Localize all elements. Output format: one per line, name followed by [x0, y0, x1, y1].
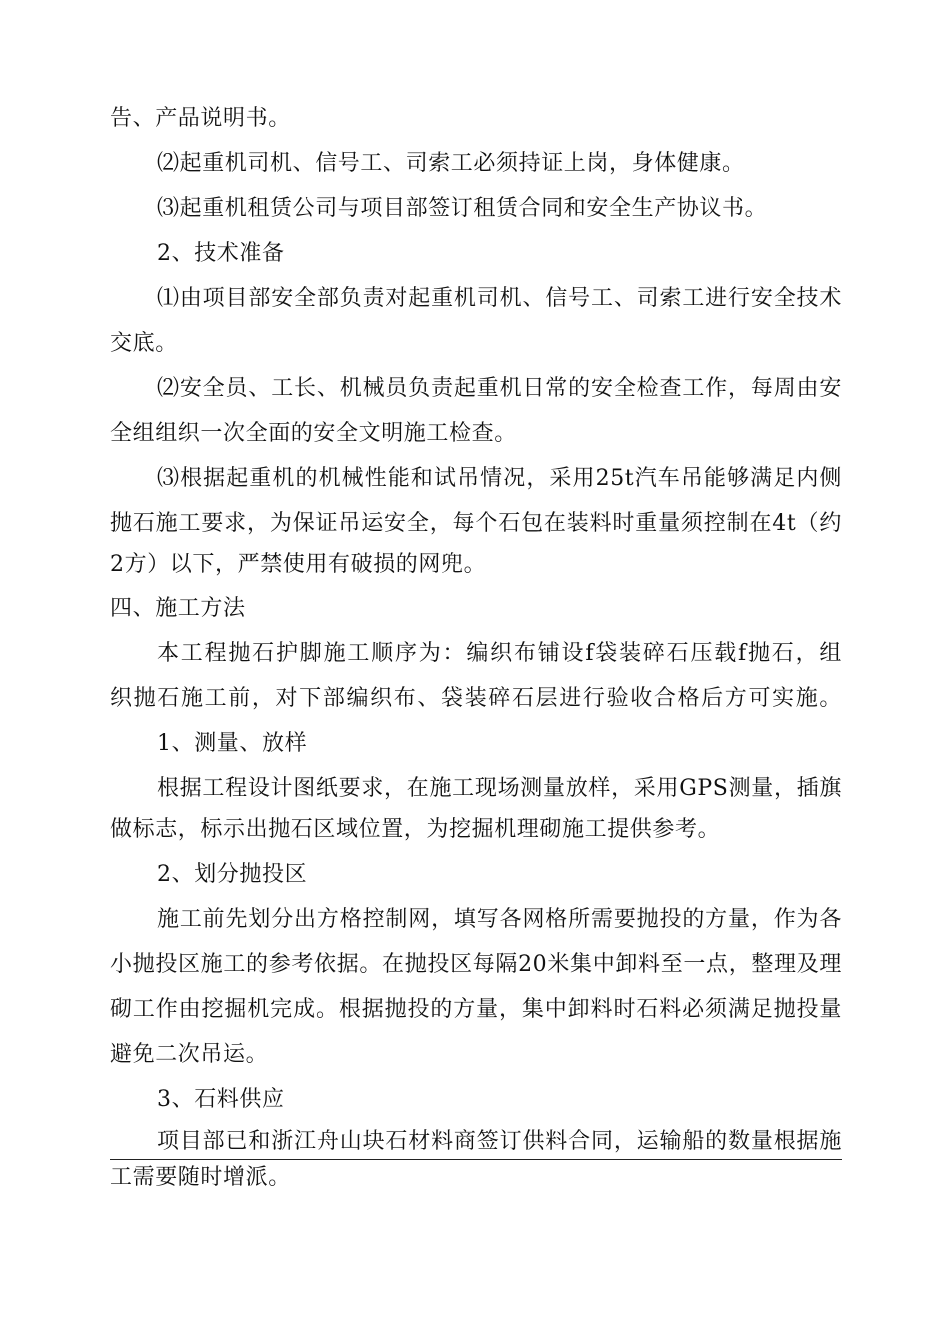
text-line: 避免二次吊运。: [110, 1042, 269, 1067]
section-heading: 2、技术准备: [157, 241, 285, 266]
text-line: ⑴由项目部安全部负责对起重机司机、信号工、司索工进行安全技术: [157, 286, 842, 311]
text-line: 做标志，标示出抛石区域位置，为挖掘机理砌施工提供参考。: [110, 817, 721, 842]
text-line: ⑵起重机司机、信号工、司索工必须持证上岗，身体健康。: [157, 151, 745, 176]
section-heading: 1、测量、放样: [157, 731, 308, 756]
section-heading: 2、划分抛投区: [157, 862, 308, 887]
section-heading: 四、施工方法: [110, 596, 246, 621]
text-line: 砌工作由挖掘机完成。根据抛投的方量，集中卸料时石料必须满足抛投量: [110, 997, 842, 1022]
text-line: 小抛投区施工的参考依据。在抛投区每隔20米集中卸料至一点，整理及理: [110, 952, 842, 977]
text-line: ⑶起重机租赁公司与项目部签订租赁合同和安全生产协议书。: [157, 196, 768, 221]
text-line: 抛石施工要求，为保证吊运安全，每个石包在装料时重量须控制在4t（约: [110, 511, 842, 536]
text-line: 根据工程设计图纸要求，在施工现场测量放样，采用GPS测量，插旗: [157, 776, 842, 801]
text-line: 全组组织一次全面的安全文明施工检查。: [110, 421, 517, 446]
text-line: ⑶根据起重机的机械性能和试吊情况，采用25t汽车吊能够满足内侧: [157, 466, 842, 491]
text-line: 项目部已和浙江舟山块石材料商签订供料合同，运输船的数量根据施: [157, 1129, 842, 1154]
text-line: 交底。: [110, 331, 178, 356]
text-line: 工需要随时增派。: [110, 1165, 291, 1190]
text-line: 施工前先划分出方格控制网，填写各网格所需要抛投的方量，作为各: [157, 907, 842, 932]
section-heading: 3、石料供应: [157, 1087, 285, 1112]
horizontal-rule: [110, 1159, 842, 1160]
text-line: ⑵安全员、工长、机械员负责起重机日常的安全检查工作，每周由安: [157, 376, 842, 401]
text-line: 织抛石施工前，对下部编织布、袋装碎石层进行验收合格后方可实施。: [110, 686, 842, 711]
text-line: 本工程抛石护脚施工顺序为：编织布铺设f袋装碎石压载f抛石，组: [157, 641, 842, 666]
text-line: 告、产品说明书。: [110, 106, 291, 131]
text-line: 2方）以下，严禁使用有破损的网兜。: [110, 552, 487, 577]
